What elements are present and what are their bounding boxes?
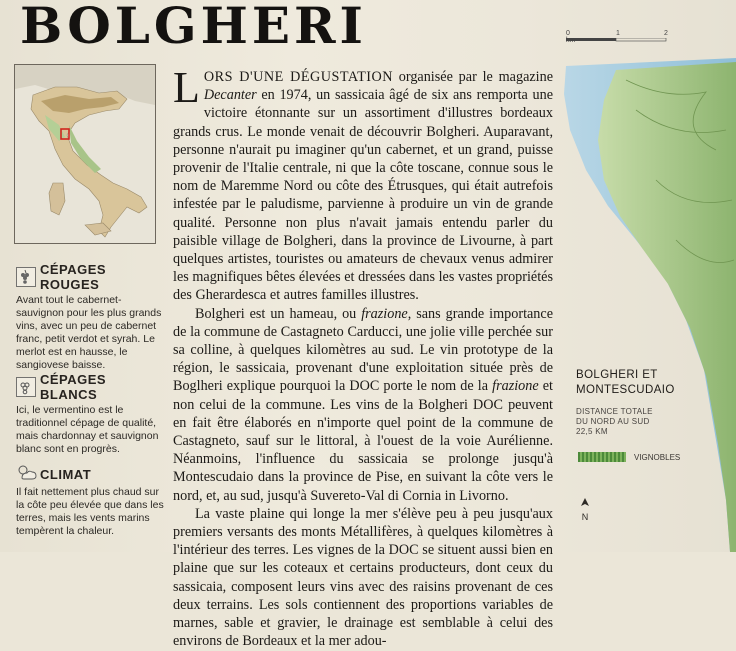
sidebar-cepages-rouges <box>16 262 166 372</box>
page-title: BOLGHERI <box>20 0 367 55</box>
article-paragraph-3: La vaste plaine qui longe la mer s'élève peu à peu jusqu'aux premiers versants des monts Métallifères, à quelques kilomètres à l'intérieur des terres. Les vignes de la DOC se situent aussi bien en plaine que sur les coteaux et certains producteurs, dont ceux du sassicaia, composent leurs vins avec des raisins provenant de ces deux terrains. Les sols contiennent des proportions variables de marnes, sable et gravier, le drainage est semblable à celui des environs de Bordeaux et la mer adou- <box>173 505 553 650</box>
bolgheri-region-map <box>556 40 736 552</box>
paragraph-2-text-b: , sans grande importance de la commune de Castagneto Carducci, une jolie ville perchée sur sa colline, à quelques kilomètres au sud. Le vin prototype de la région, le sassicaia, provenant d'une exploitation située près de Boglheri explique pourquoi la DOC porte le nom de la <box>173 305 553 395</box>
grape-icon <box>16 377 36 397</box>
cepages-rouges-text: Avant tout le cabernet-sauvignon pour les plus grands vins, avec un peu de cabernet franc, petit verdot et syrah. Le merlot est en hausse, le sangiovese baisse. <box>16 294 162 371</box>
paragraph-1-text-a: organisée par le magazine <box>392 69 554 85</box>
cepages-blancs-heading <box>16 372 166 402</box>
cepages-blancs-label: CÉPAGES BLANCS <box>40 372 107 402</box>
frazione-term: frazione <box>361 305 408 322</box>
scale-bar-graphic <box>566 38 670 46</box>
map-title-block <box>576 368 675 437</box>
cepages-blancs-text: Ici, le vermentino est le traditionnel cépage de qualité, mais chardonnay et sauvignon blanc sont en progrès. <box>16 404 159 455</box>
map-name-line-2: MONTESCUDAIO <box>576 384 675 396</box>
north-arrow-icon <box>580 498 590 510</box>
article-paragraph-2 <box>173 305 553 505</box>
scale-label-2: 2 <box>664 30 668 37</box>
article-paragraph-1 <box>173 63 554 305</box>
paragraph-1-text-b: en 1974, un sassicaia âgé de six ans remporta une victoire étonnante sur un assortiment d'illustres bordeaux grands crus. Le monde venait de découvrir Bolgheri. Auparavant, personne n'aurait pu imaginer qu'un cabernet, et un grand, puisse provenir de l'Italie centrale, ni que la côte toscane, connue sous le nom de Maremme Nord ou côte des Étrusques, qui était autrefois infestée par le paludisme, parvienne à produire un vin de grande qualité. Personne non plus n'avait jamais entendu parler du paisible village de Bolgheri, dans la province de Livourne, à part quelques artistes, touristes ou amateurs de chevaux venus admirer les magnifiques bêtes élevées et dressées dans les vastes propriétés des Gherardesca et autres familles illustres. <box>173 87 553 304</box>
climat-heading <box>16 464 166 484</box>
map-distance-line-1: DISTANCE TOTALE <box>576 407 653 416</box>
paragraph-2-text-a: Bolgheri est un hameau, ou <box>195 305 362 322</box>
cloud-sun-icon <box>16 464 36 484</box>
sidebar-climat <box>16 464 166 538</box>
north-label: N <box>581 512 589 522</box>
climat-text: Il fait nettement plus chaud sur la côte peu élevée que dans les terres, mais les vents marins tempèrent la chaleur. <box>16 486 164 537</box>
scale-label-0: 0 km <box>566 30 576 44</box>
frazione-term-2: frazione <box>492 378 539 395</box>
article-body <box>173 63 554 651</box>
north-arrow <box>580 498 590 522</box>
climat-label: CLIMAT <box>40 466 92 482</box>
map-distance-line-2: DU NORD AU SUD <box>576 417 650 426</box>
map-legend <box>578 452 680 462</box>
drop-cap: L <box>173 63 200 112</box>
scale-label-1: 1 <box>616 30 620 37</box>
italy-map-icon <box>15 65 155 243</box>
map-distance-line-3: 22,5 KM <box>576 427 608 436</box>
italy-locator-map <box>14 64 156 244</box>
grape-icon <box>16 267 36 287</box>
lead-smallcaps: ORS D'UNE DÉGUSTATION <box>203 69 393 85</box>
cepages-rouges-label: CÉPAGES ROUGES <box>40 262 107 292</box>
map-name-line-1: BOLGHERI ET <box>576 369 658 381</box>
vineyard-swatch-icon <box>578 452 626 462</box>
paragraph-2-text-c: et non celui de la commune. Les vins de la Bolgheri DOC peuvent en fait être élaborés en n'importe quel point de la commune de Castagneto, sauf sur le littoral, à l'ouest de la voie Aurélienne. Néanmoins, l'influence du sassicaia se prolonge jusqu'à Montescudaio dans la province de Pise, en suivant la côte vers le nord, et, au sud, jusqu'à Suvereto-Val di Cornia in Livorno. <box>173 378 553 504</box>
magazine-name: Decanter <box>203 87 257 104</box>
sidebar-cepages-blancs <box>16 372 166 456</box>
legend-label: VIGNOBLES <box>634 452 681 462</box>
cepages-rouges-heading <box>16 262 166 292</box>
